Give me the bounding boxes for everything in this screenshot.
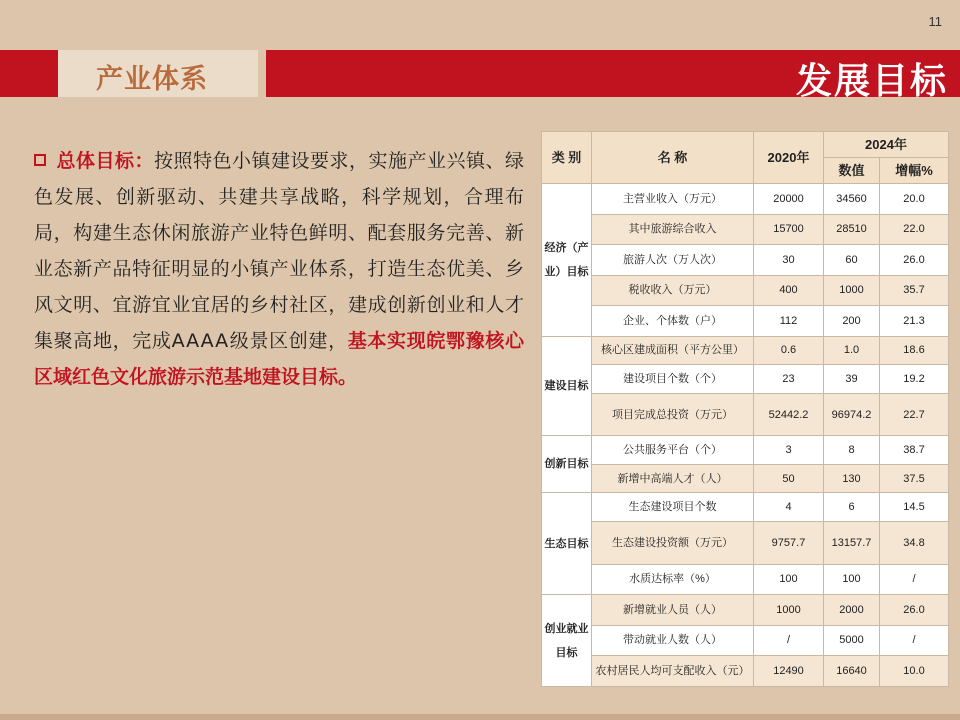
value-2020-cell: 100 — [754, 564, 824, 595]
name-cell: 核心区建成面积（平方公里） — [592, 336, 754, 365]
name-cell: 企业、个体数（户） — [592, 306, 754, 337]
section-title: 产业体系 — [96, 64, 208, 95]
value-2024-cell: 100 — [824, 564, 880, 595]
value-2024-cell: 200 — [824, 306, 880, 337]
name-cell: 旅游人次（万人次） — [592, 245, 754, 276]
name-cell: 带动就业人数（人） — [592, 625, 754, 656]
header-bar — [0, 50, 960, 102]
growth-cell: 21.3 — [880, 306, 949, 337]
growth-cell: / — [880, 625, 949, 656]
value-2020-cell: 30 — [754, 245, 824, 276]
growth-cell: 38.7 — [880, 436, 949, 465]
name-cell: 建设项目个数（个） — [592, 365, 754, 394]
value-2020-cell: 9757.7 — [754, 521, 824, 564]
lead-label: 总体目标： — [56, 150, 154, 172]
banner — [266, 50, 960, 102]
value-2024-cell: 1000 — [824, 275, 880, 306]
table-row — [542, 625, 949, 656]
growth-cell: 37.5 — [880, 464, 949, 493]
growth-cell: 26.0 — [880, 595, 949, 626]
header-name: 名 称 — [592, 132, 754, 184]
highlight-text: 基本实现皖鄂豫核心区域红色文化旅游示范基地建设目标。 — [34, 330, 524, 388]
value-2024-cell: 6 — [824, 493, 880, 522]
overall-goal-paragraph — [34, 143, 524, 395]
name-cell: 新增中高端人才（人） — [592, 464, 754, 493]
table-row — [542, 184, 949, 215]
value-2020-cell: 23 — [754, 365, 824, 394]
value-2024-cell: 60 — [824, 245, 880, 276]
value-2024-cell: 130 — [824, 464, 880, 493]
category-cell: 创业就业目标 — [542, 595, 592, 687]
growth-cell: 22.0 — [880, 214, 949, 245]
value-2020-cell: 50 — [754, 464, 824, 493]
value-2024-cell: 28510 — [824, 214, 880, 245]
value-2020-cell: 4 — [754, 493, 824, 522]
table-row — [542, 564, 949, 595]
paragraph-text-cont: 级景区创建， — [229, 330, 348, 352]
value-2024-cell: 34560 — [824, 184, 880, 215]
goals-table — [541, 131, 949, 687]
table-row — [542, 275, 949, 306]
table-row — [542, 521, 949, 564]
goals-table-container — [541, 131, 948, 687]
name-cell: 税收收入（万元） — [592, 275, 754, 306]
table-row — [542, 493, 949, 522]
growth-cell: 34.8 — [880, 521, 949, 564]
table-row — [542, 595, 949, 626]
value-2024-cell: 13157.7 — [824, 521, 880, 564]
name-cell: 项目完成总投资（万元） — [592, 393, 754, 436]
value-2024-cell: 39 — [824, 365, 880, 394]
table-row — [542, 306, 949, 337]
value-2020-cell: 400 — [754, 275, 824, 306]
name-cell: 其中旅游综合收入 — [592, 214, 754, 245]
growth-cell: 18.6 — [880, 336, 949, 365]
name-cell: 水质达标率（%） — [592, 564, 754, 595]
growth-cell: 22.7 — [880, 393, 949, 436]
value-2020-cell: 15700 — [754, 214, 824, 245]
header-2024: 2024年 — [824, 132, 949, 158]
name-cell: 生态建设投资额（万元） — [592, 521, 754, 564]
name-cell: 公共服务平台（个） — [592, 436, 754, 465]
value-2024-cell: 2000 — [824, 595, 880, 626]
table-row — [542, 336, 949, 365]
category-cell: 创新目标 — [542, 436, 592, 493]
paragraph-rating: AAAA — [171, 330, 230, 352]
header-growth: 增幅% — [880, 158, 949, 184]
page-number: 11 — [928, 14, 942, 29]
table-row — [542, 214, 949, 245]
value-2020-cell: / — [754, 625, 824, 656]
table-row — [542, 365, 949, 394]
value-2020-cell: 12490 — [754, 656, 824, 687]
table-row — [542, 656, 949, 687]
growth-cell: 35.7 — [880, 275, 949, 306]
header-category: 类 别 — [542, 132, 592, 184]
header-accent-block — [0, 50, 58, 97]
name-cell: 生态建设项目个数 — [592, 493, 754, 522]
growth-cell: 10.0 — [880, 656, 949, 687]
growth-cell: 20.0 — [880, 184, 949, 215]
value-2020-cell: 112 — [754, 306, 824, 337]
name-cell: 农村居民人均可支配收入（元） — [592, 656, 754, 687]
value-2020-cell: 52442.2 — [754, 393, 824, 436]
growth-cell: 14.5 — [880, 493, 949, 522]
value-2024-cell: 96974.2 — [824, 393, 880, 436]
value-2024-cell: 8 — [824, 436, 880, 465]
value-2020-cell: 0.6 — [754, 336, 824, 365]
value-2024-cell: 16640 — [824, 656, 880, 687]
value-2024-cell: 5000 — [824, 625, 880, 656]
table-row — [542, 245, 949, 276]
growth-cell: / — [880, 564, 949, 595]
category-cell: 生态目标 — [542, 493, 592, 595]
table-row — [542, 464, 949, 493]
value-2024-cell: 1.0 — [824, 336, 880, 365]
table-row — [542, 436, 949, 465]
bottom-strip — [0, 714, 960, 720]
banner-title: 发展目标 — [795, 61, 948, 102]
name-cell: 新增就业人员（人） — [592, 595, 754, 626]
name-cell: 主营业收入（万元） — [592, 184, 754, 215]
category-cell: 建设目标 — [542, 336, 592, 436]
value-2020-cell: 1000 — [754, 595, 824, 626]
growth-cell: 26.0 — [880, 245, 949, 276]
header-value: 数值 — [824, 158, 880, 184]
bullet-square-icon — [34, 154, 46, 166]
paragraph-text: 按照特色小镇建设要求，实施产业兴镇、绿色发展、创新驱动、共建共享战略，科学规划，合理布局，构建生态休闲旅游产业特色鲜明、配套服务完善、新业态新产品特征明显的小镇产业体系，打造生态优美、乡风文明、宜游宜业宜居的乡村社区，建成创新创业和人才集聚高地，完成 — [34, 150, 524, 352]
growth-cell: 19.2 — [880, 365, 949, 394]
value-2020-cell: 20000 — [754, 184, 824, 215]
header-2020: 2020年 — [754, 132, 824, 184]
table-row — [542, 393, 949, 436]
category-cell: 经济（产业）目标 — [542, 184, 592, 337]
value-2020-cell: 3 — [754, 436, 824, 465]
